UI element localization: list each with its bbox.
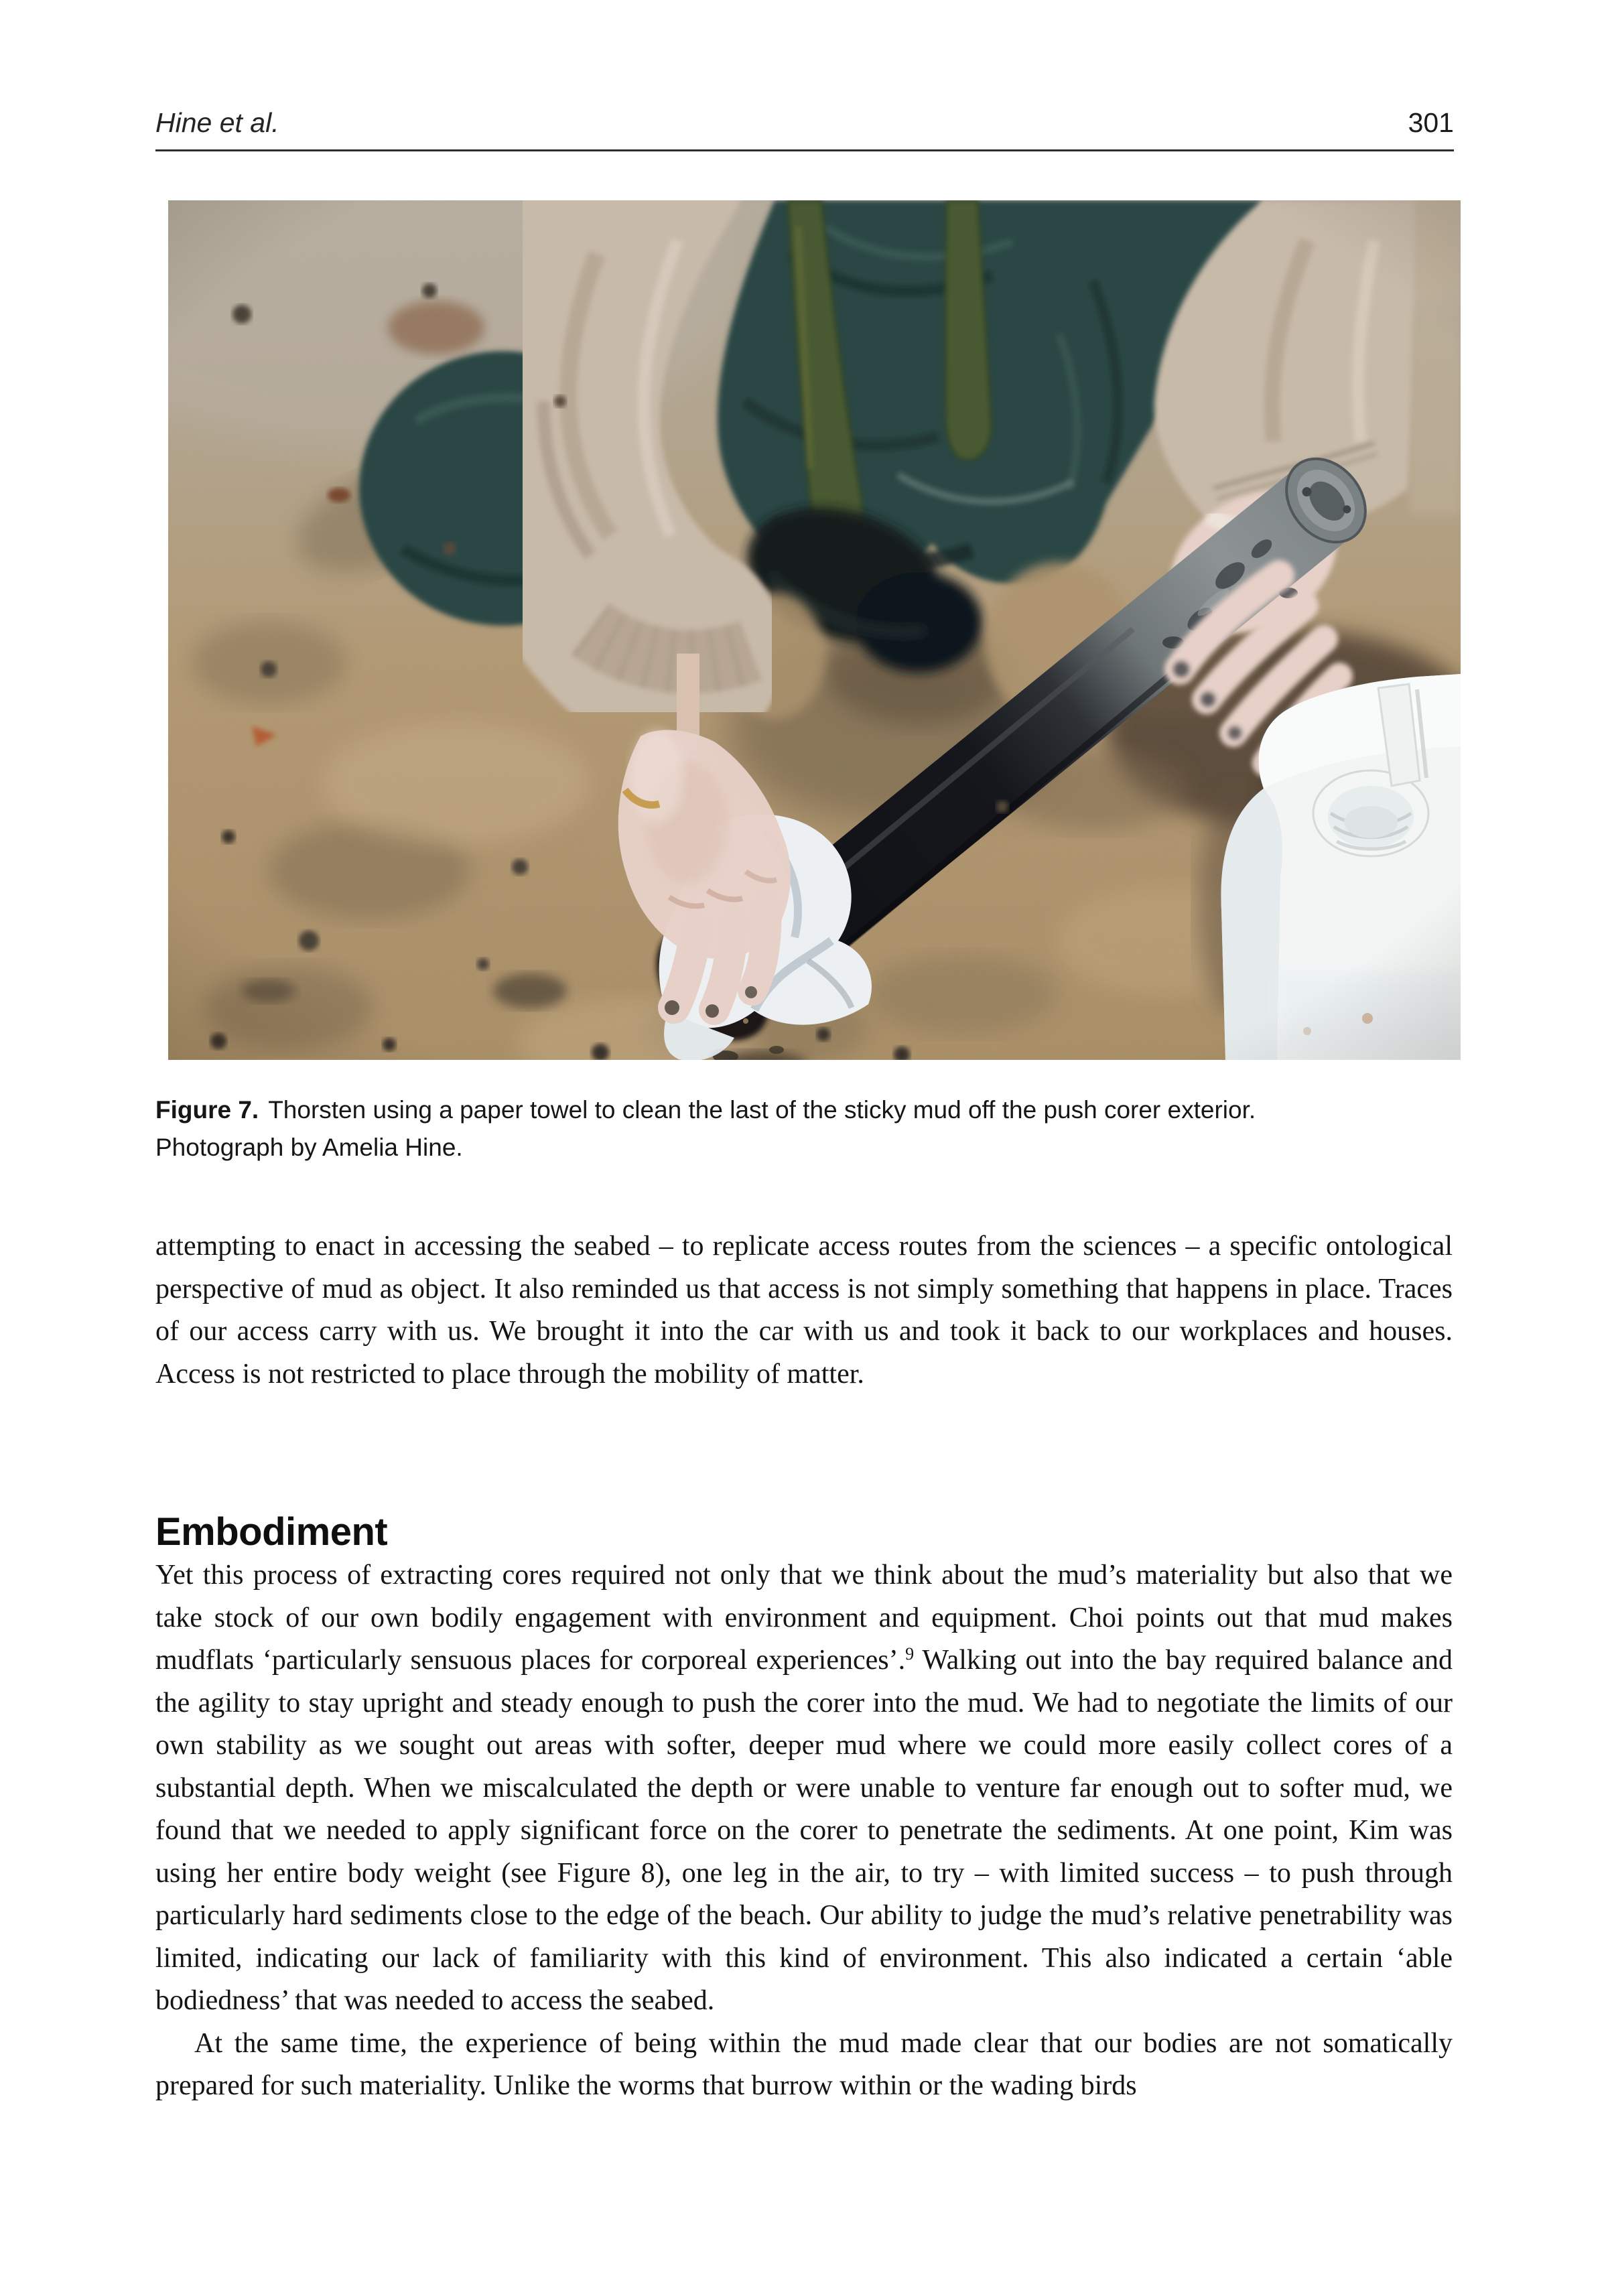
page-number: 301 — [1408, 107, 1454, 138]
figure-caption-label: Figure 7. — [155, 1096, 259, 1124]
body-paragraph-1: attempting to enact in accessing the seabed – to replicate access routes from the sciences – a specific ontological perspective of mud as object. It also reminded us that access is not simply something that happens in place. Traces of our access carry with us. We brought it into the car with us and took it back to our workplaces and houses. Access is not restricted to place through the mobility of matter. — [155, 1231, 1453, 1390]
figure-caption — [155, 1091, 1462, 1166]
body-paragraphs-2-3 — [155, 1554, 1453, 2108]
paragraph-2-continuation: Walking out into the bay required balance and the agility to stay upright and steady enough to push the corer into the mud. We had to negotiate the limits of our own stability as we sought out areas with softer, deeper mud where we could more easily collect cores of a substantial depth. When we miscalculated the depth or were unable to venture far enough out to softer mud, we found that we needed to apply significant force on the corer to penetrate the sediments. At one point, Kim was using her entire body weight (see Figure 8), one leg in the air, to try – with limited success – to push through particularly hard sediments close to the edge of the beach. Our ability to judge the mud’s relative penetrability was limited, indicating our lack of familiarity with this kind of environment. This also indicated a certain ‘able bodiedness’ that was needed to access the seabed. — [155, 1645, 1453, 2016]
footnote-reference-9: 9 — [905, 1643, 915, 1664]
body-paragraph-2 — [155, 1554, 1453, 2023]
body-paragraph-3: At the same time, the experience of being within the mud made clear that our bodies are not somatically prepared for such materiality. Unlike the worms that burrow within or the wading birds — [155, 2027, 1453, 2101]
header-rule — [155, 149, 1454, 151]
figure-caption-text: Thorsten using a paper towel to clean the last of the sticky mud off the push corer exterior. — [268, 1096, 1256, 1124]
section-heading: Embodiment — [155, 1510, 388, 1554]
running-head: Hine et al. — [155, 107, 279, 138]
paragraph-2-text: Yet this process of extracting cores required not only that we think about the mud’s materiality but also that we take stock of our own bodily engagement with environment and equipment. Choi points out that mud makes mudflats ‘particularly sensuous places for corporeal experiences’. — [155, 1560, 1453, 1676]
vignette — [168, 200, 1461, 1060]
figure-caption-credit: Photograph by Amelia Hine. — [155, 1134, 463, 1161]
figure-photo — [168, 200, 1461, 1060]
